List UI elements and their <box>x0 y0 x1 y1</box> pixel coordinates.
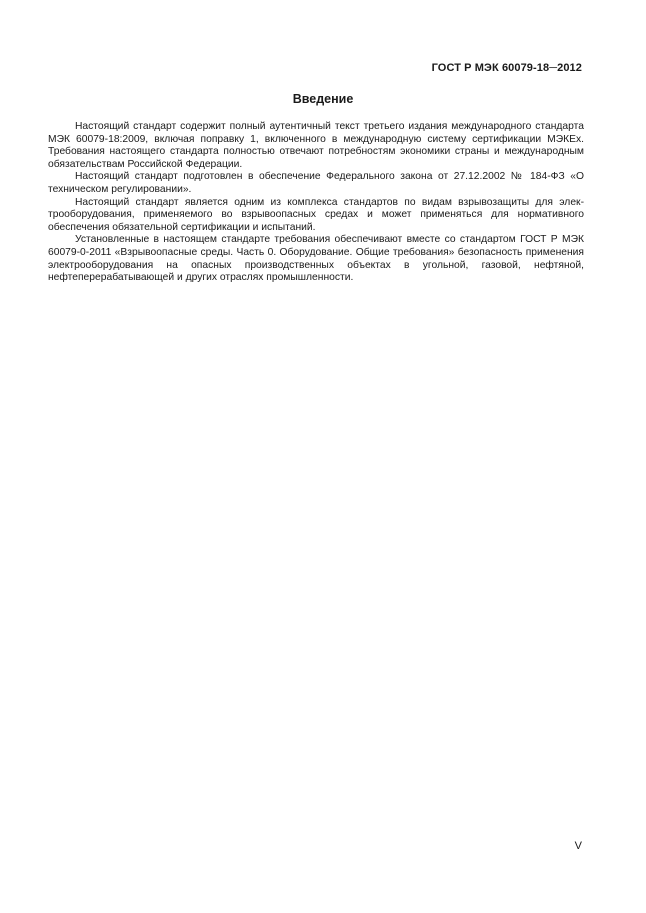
paragraph-1: Настоящий стандарт содержит полный аутентичный текст третьего издания международного стандарта МЭК 60079-18:2009, включая поправку 1, включенного в международную систему сертификации МЭКЕх. Требования настоящего стандарта полностью отвечают потребностям экономики страны и международным обязательствам Российской Федерации. <box>48 121 584 170</box>
page-number: V <box>574 840 582 852</box>
paragraph-3: Настоящий стандарт является одним из комплекса стандартов по видам взрывозащиты для электрооборудования, применяемого во взрывоопасных средах и может применяться для нормативного обеспечения обязательной сертификации и испытаний. <box>48 196 584 233</box>
introduction-body <box>48 121 584 285</box>
document-code-header: ГОСТ Р МЭК 60079-18─2012 <box>431 62 582 74</box>
section-title: Введение <box>292 92 354 106</box>
paragraph-4: Установленные в настоящем стандарте требования обеспечивают вместе со стандартом ГОСТ Р МЭК 60079-0-2011 «Взрывоопасные среды. Часть 0. Оборудование. Общие требования» безопасность применения электрооборудования на опасных производственных объектах в угольной, газовой, нефтяной, нефтеперерабатывающей и других отраслях промышленности. <box>48 234 584 284</box>
paragraph-2: Настоящий стандарт подготовлен в обеспечение Федерального закона от 27.12.2002 № 184-ФЗ «О техническом регулировании». <box>48 171 584 195</box>
